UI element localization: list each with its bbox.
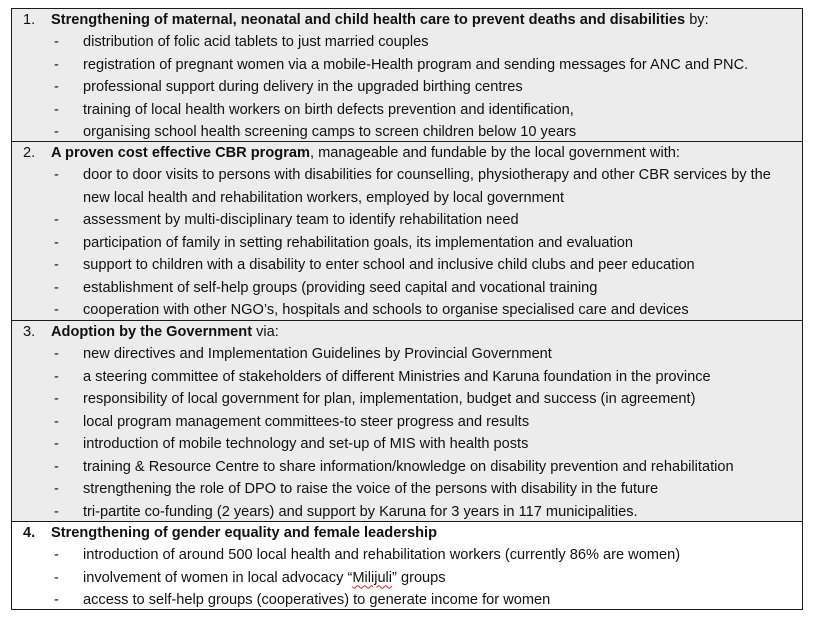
list-item-text: new directives and Implementation Guidelines by Provincial Government (83, 346, 552, 362)
dash-bullet: - (54, 124, 59, 140)
section-maternal-health (12, 9, 802, 141)
list-item (12, 76, 802, 99)
section-title: Strengthening of gender equality and female leadership (51, 525, 437, 541)
list-item (12, 501, 802, 524)
list-item (12, 411, 802, 434)
bullet-list (12, 544, 802, 612)
bullet-list (12, 164, 802, 322)
dash-bullet: - (54, 368, 59, 385)
section-heading (12, 321, 802, 343)
section-title-rest: by: (685, 12, 709, 28)
list-item (12, 254, 802, 277)
section-title: A proven cost effective CBR program (51, 145, 310, 161)
list-item-text: distribution of folic acid tablets to just married couples (83, 34, 429, 50)
dash-bullet: - (54, 79, 59, 95)
section-number: 4. (23, 525, 36, 541)
section-heading (12, 142, 802, 164)
bullet-list (12, 343, 802, 523)
list-item (12, 478, 802, 501)
section-number: 3. (23, 324, 36, 340)
dash-bullet: - (54, 212, 59, 228)
dash-bullet: - (54, 547, 59, 563)
section-number: 1. (23, 12, 36, 28)
dash-bullet: - (54, 346, 59, 362)
list-item-text: involvement of women in local advocacy “Milijuli” groups (83, 569, 446, 586)
list-item-text: local program management committees-to steer progress and results (83, 413, 530, 430)
dash-bullet: - (54, 279, 59, 296)
list-item (12, 299, 802, 322)
list-item (12, 99, 802, 122)
list-item (12, 232, 802, 255)
list-item (12, 388, 802, 411)
list-item-text: strengthening the role of DPO to raise the voice of the persons with disability in the future (83, 481, 659, 497)
dash-bullet: - (54, 481, 59, 497)
list-item-text: cooperation with other NGO’s, hospitals and schools to organise specialised care and devices (83, 302, 689, 318)
section-title-rest: , manageable and fundable by the local government with: (309, 145, 680, 161)
dash-bullet: - (54, 56, 59, 73)
dash-bullet: - (54, 234, 59, 251)
list-item (12, 209, 802, 232)
list-item-text: training & Resource Centre to share information/knowledge on disability prevention and rehabilitation (83, 458, 734, 475)
list-item (12, 456, 802, 479)
list-item-text: establishment of self-help groups (providing seed capital and vocational training (83, 279, 598, 296)
section-heading (12, 522, 802, 544)
list-item-text: responsibility of local government for plan, implementation, budget and success (in agreement) (83, 391, 696, 407)
dash-bullet: - (54, 167, 59, 183)
dash-bullet: - (54, 257, 59, 273)
list-item (12, 544, 802, 567)
list-item-text: a steering committee of stakeholders of different Ministries and Karuna foundation in the province (83, 368, 711, 385)
list-item-text: support to children with a disability to enter school and inclusive child clubs and peer education (83, 257, 695, 273)
list-item-text: participation of family in setting rehabilitation goals, its implementation and evaluation (83, 234, 634, 251)
list-item-text: registration of pregnant women via a mobile-Health program and sending messages for ANC and PNC. (83, 56, 749, 73)
list-item (12, 567, 802, 590)
dash-bullet: - (54, 592, 59, 608)
list-item (12, 54, 802, 77)
list-item-text: introduction of mobile technology and set-up of MIS with health posts (83, 436, 529, 452)
list-item-text: introduction of around 500 local health and rehabilitation workers (currently 86% are women) (83, 547, 681, 563)
list-item (12, 31, 802, 54)
dash-bullet: - (54, 391, 59, 407)
section-government-adoption (12, 320, 802, 521)
section-cbr-program (12, 141, 802, 320)
section-title-rest: via: (252, 324, 279, 340)
section-number: 2. (23, 145, 36, 161)
dash-bullet: - (54, 569, 59, 586)
list-item-text: door to door visits to persons with disabilities for counselling, physiotherapy and other CBR services by the new local health and rehabilitation workers, employed by local government (83, 167, 771, 206)
dash-bullet: - (54, 458, 59, 475)
dash-bullet: - (54, 302, 59, 318)
list-item (12, 164, 802, 209)
list-item (12, 343, 802, 366)
document-table (11, 8, 803, 610)
list-item (12, 589, 802, 612)
section-heading (12, 9, 802, 31)
list-item-text: access to self-help groups (cooperatives) to generate income for women (83, 592, 551, 608)
list-item-text: professional support during delivery in the upgraded birthing centres (83, 79, 523, 95)
dash-bullet: - (54, 34, 59, 50)
section-title: Adoption by the Government (51, 324, 253, 340)
bullet-list (12, 31, 802, 144)
dash-bullet: - (54, 101, 59, 118)
spellcheck-word: Milijuli (352, 569, 393, 586)
section-title: Strengthening of maternal, neonatal and child health care to prevent deaths and disabilities (51, 12, 686, 28)
dash-bullet: - (54, 436, 59, 452)
section-gender-equality (12, 521, 802, 609)
list-item (12, 277, 802, 300)
dash-bullet: - (54, 503, 59, 520)
list-item (12, 433, 802, 456)
list-item-text: organising school health screening camps to screen children below 10 years (83, 124, 577, 140)
list-item-text: training of local health workers on birth defects prevention and identification, (83, 101, 574, 118)
dash-bullet: - (54, 413, 59, 430)
list-item (12, 366, 802, 389)
list-item-text: assessment by multi-disciplinary team to identify rehabilitation need (83, 212, 519, 228)
list-item-text: tri-partite co-funding (2 years) and support by Karuna for 3 years in 117 municipalities. (83, 503, 638, 520)
